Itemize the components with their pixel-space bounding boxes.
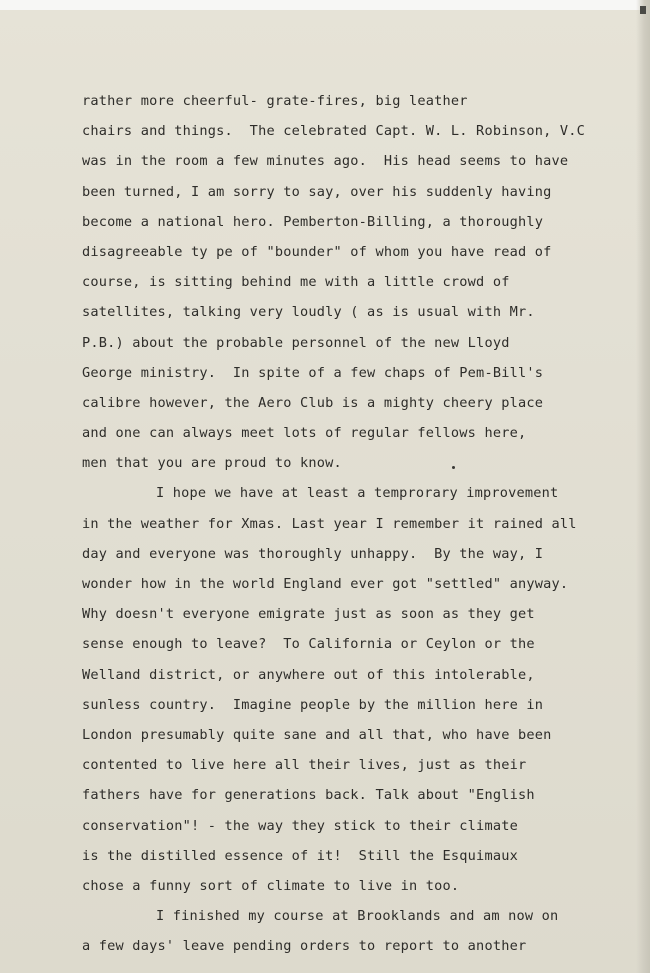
- text-line: London presumably quite sane and all that, who have been: [82, 726, 552, 743]
- text-line: a few days' leave pending orders to report to another: [82, 938, 527, 955]
- ink-speck: [452, 466, 455, 469]
- text-line: chairs and things. The celebrated Capt. W. L. Robinson, V.C: [82, 123, 586, 140]
- text-line: wonder how in the world England ever got "settled" anyway.: [82, 576, 569, 592]
- text-line: calibre however, the Aero Club is a mighty cheery place: [82, 394, 544, 411]
- text-line: sunless country. Imagine people by the million here in: [82, 696, 544, 713]
- text-line: day and everyone was thoroughly unhappy. By the way, I: [82, 545, 544, 562]
- text-line: Welland district, or anywhere out of this intolerable,: [82, 666, 535, 683]
- text-line: disagreeable ty pe of "bounder" of whom you have read of: [82, 243, 552, 260]
- text-line: Why doesn't everyone emigrate just as soon as they get: [82, 606, 535, 623]
- text-line: P.B.) about the probable personnel of the new Lloyd: [82, 334, 510, 351]
- text-line: in the weather for Xmas. Last year I remember it rained all: [82, 515, 577, 532]
- text-line: conservation"! - the way they stick to their climate: [82, 817, 518, 834]
- text-line: was in the room a few minutes ago. His head seems to have: [82, 153, 569, 170]
- text-line: become a national hero. Pemberton-Billing, a thoroughly: [82, 213, 544, 230]
- text-line: been turned, I am sorry to say, over his suddenly having: [82, 183, 552, 200]
- text-line: contented to live here all their lives, just as their: [82, 757, 527, 774]
- typewritten-letter-body: [82, 86, 622, 961]
- text-line: satellites, talking very loudly ( as is usual with Mr.: [82, 304, 535, 321]
- text-line: and one can always meet lots of regular fellows here,: [82, 425, 527, 442]
- text-line: chose a funny sort of climate to live in too.: [82, 877, 460, 894]
- text-line: George ministry. In spite of a few chaps of Pem-Bill's: [82, 364, 544, 381]
- text-line: is the distilled essence of it! Still the Esquimaux: [82, 847, 518, 864]
- corner-mark: [640, 6, 646, 14]
- scan-top-strip: [0, 0, 650, 10]
- text-line: sense enough to leave? To California or Ceylon or the: [82, 636, 535, 653]
- text-line: course, is sitting behind me with a little crowd of: [82, 274, 510, 291]
- text-line: rather more cheerful- grate-fires, big leather: [82, 93, 468, 109]
- text-line: fathers have for generations back. Talk about "English: [82, 787, 535, 804]
- text-line: men that you are proud to know.: [82, 455, 342, 472]
- paragraph-start-line: I hope we have at least a temprorary improvement: [156, 485, 559, 502]
- paragraph-start-line: I finished my course at Brooklands and am now on: [156, 908, 559, 925]
- page-right-edge: [636, 0, 650, 973]
